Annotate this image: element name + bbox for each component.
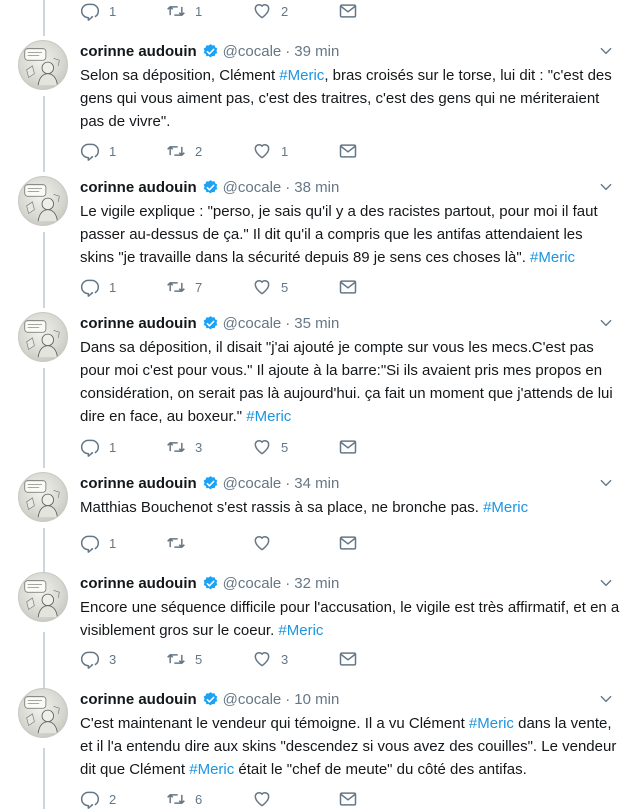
timestamp[interactable]: 34 min <box>294 474 340 492</box>
timestamp[interactable]: 10 min <box>294 690 340 708</box>
tweet-text-segment: Selon sa déposition, Clément <box>80 67 280 84</box>
reply-icon <box>80 437 100 457</box>
envelope-icon <box>338 437 358 457</box>
like-count: 5 <box>281 439 289 455</box>
hashtag-link[interactable]: #Meric <box>189 761 235 778</box>
tweet-text <box>80 496 620 519</box>
author-name[interactable]: corinne audouin <box>80 574 197 592</box>
chevron-down-icon[interactable] <box>599 316 613 330</box>
reply-count: 3 <box>109 651 117 667</box>
like-button[interactable] <box>252 437 338 457</box>
direct-message-button[interactable] <box>338 533 378 553</box>
like-count: 2 <box>281 3 289 19</box>
avatar[interactable] <box>18 40 68 90</box>
envelope-icon <box>338 141 358 161</box>
tweet-actions <box>80 140 378 162</box>
author-name[interactable]: corinne audouin <box>80 690 197 708</box>
timestamp[interactable]: 38 min <box>294 178 340 196</box>
reply-button[interactable] <box>80 1 166 21</box>
tweet-text-segment: , bras croisés sur le torse, lui dit : "c'est des gens qui vous aiment pas, c'est des traitres, c'est des gens qui ne mériteraient pas de vivre". <box>80 67 612 130</box>
reply-button[interactable] <box>80 437 166 457</box>
heart-icon <box>252 649 272 669</box>
retweet-count: 5 <box>195 651 203 667</box>
envelope-icon <box>338 1 358 21</box>
heart-icon <box>252 437 272 457</box>
tweet-text <box>80 596 620 642</box>
thread-line <box>43 632 45 688</box>
direct-message-button[interactable] <box>338 141 378 161</box>
reply-icon <box>80 533 100 553</box>
tweet-actions <box>80 788 378 809</box>
verified-badge-icon <box>202 43 219 60</box>
reply-count: 1 <box>109 439 117 455</box>
like-button[interactable] <box>252 533 338 553</box>
retweet-button[interactable] <box>166 437 252 457</box>
thread-line <box>43 0 45 36</box>
author-name[interactable]: corinne audouin <box>80 178 197 196</box>
reply-icon <box>80 277 100 297</box>
thread-line <box>43 748 45 809</box>
timestamp[interactable]: 39 min <box>294 42 340 60</box>
like-button[interactable] <box>252 789 338 809</box>
envelope-icon <box>338 649 358 669</box>
tweet-text-segment: dans la vente, et il l'a entendu dire aux skins "descendez si vous avez des couilles". Le vendeur dit que Clément <box>80 715 617 778</box>
direct-message-button[interactable] <box>338 1 378 21</box>
reply-count: 1 <box>109 535 117 551</box>
tweet-actions <box>80 648 378 670</box>
avatar-drawing-icon <box>19 313 67 361</box>
author-handle[interactable]: @cocale <box>222 574 282 592</box>
author-handle[interactable]: @cocale <box>222 178 282 196</box>
reply-button[interactable] <box>80 649 166 669</box>
timestamp[interactable]: 35 min <box>294 314 340 332</box>
retweet-count: 3 <box>195 439 203 455</box>
heart-icon <box>252 141 272 161</box>
separator-dot: · <box>285 690 291 708</box>
author-handle[interactable]: @cocale <box>222 474 282 492</box>
avatar[interactable] <box>18 312 68 362</box>
hashtag-link[interactable]: #Meric <box>246 408 292 425</box>
retweet-icon <box>166 649 186 669</box>
reply-count: 1 <box>109 279 117 295</box>
chevron-down-icon[interactable] <box>599 576 613 590</box>
retweet-icon <box>166 533 186 553</box>
chevron-down-icon[interactable] <box>599 692 613 706</box>
tweet-text <box>80 64 620 133</box>
reply-count: 1 <box>109 3 117 19</box>
avatar-drawing-icon <box>19 689 67 737</box>
reply-count: 1 <box>109 143 117 159</box>
separator-dot: · <box>285 42 291 60</box>
separator-dot: · <box>285 314 291 332</box>
chevron-down-icon[interactable] <box>599 180 613 194</box>
reply-button[interactable] <box>80 277 166 297</box>
tweet-text-segment: C'est maintenant le vendeur qui témoigne. Il a vu Clément <box>80 715 469 732</box>
direct-message-button[interactable] <box>338 437 378 457</box>
retweet-button[interactable] <box>166 277 252 297</box>
reply-icon <box>80 649 100 669</box>
retweet-button[interactable] <box>166 533 252 553</box>
hashtag-link[interactable]: #Meric <box>278 622 324 639</box>
retweet-count: 2 <box>195 143 203 159</box>
retweet-icon <box>166 437 186 457</box>
separator-dot: · <box>285 178 291 196</box>
hashtag-link[interactable]: #Meric <box>530 249 576 266</box>
retweet-button[interactable] <box>166 789 252 809</box>
like-count: 3 <box>281 651 289 667</box>
thread-line <box>43 368 45 468</box>
separator-dot: · <box>285 574 291 592</box>
thread-line <box>43 528 45 572</box>
avatar-drawing-icon <box>19 177 67 225</box>
avatar[interactable] <box>18 688 68 738</box>
avatar-drawing-icon <box>19 573 67 621</box>
tweet-text-segment: était le "chef de meute" du côté des antifas. <box>234 761 527 778</box>
envelope-icon <box>338 277 358 297</box>
author-handle[interactable]: @cocale <box>222 42 282 60</box>
tweet-header <box>80 572 339 594</box>
like-button[interactable] <box>252 1 338 21</box>
direct-message-button[interactable] <box>338 789 378 809</box>
reply-icon <box>80 141 100 161</box>
retweet-button[interactable] <box>166 649 252 669</box>
verified-badge-icon <box>202 575 219 592</box>
retweet-count: 7 <box>195 279 203 295</box>
reply-icon <box>80 789 100 809</box>
tweet-text <box>80 712 620 781</box>
direct-message-button[interactable] <box>338 277 378 297</box>
chevron-down-icon[interactable] <box>599 476 613 490</box>
tweet-text-segment: Dans sa déposition, il disait "j'ai ajouté je compte sur vous les mecs.C'est pas pour moi c'est pour vous." Il ajoute à la barre:"Si ils avaient pris mes propos en considération, on serait pas là aujourd'hui. ça fait un moment que j'attends de lui dire en face, au boxeur." <box>80 339 613 425</box>
tweet-header <box>80 40 339 62</box>
timestamp[interactable]: 32 min <box>294 574 340 592</box>
heart-icon <box>252 533 272 553</box>
reply-button[interactable] <box>80 141 166 161</box>
like-count: 1 <box>281 143 289 159</box>
reply-button[interactable] <box>80 533 166 553</box>
separator-dot: · <box>285 474 291 492</box>
hashtag-link[interactable]: #Meric <box>468 715 514 732</box>
author-handle[interactable]: @cocale <box>222 314 282 332</box>
heart-icon <box>252 277 272 297</box>
author-name[interactable]: corinne audouin <box>80 42 197 60</box>
hashtag-link[interactable]: #Meric <box>483 499 529 516</box>
retweet-icon <box>166 1 186 21</box>
reply-button[interactable] <box>80 789 166 809</box>
retweet-button[interactable] <box>166 141 252 161</box>
retweet-icon <box>166 277 186 297</box>
reply-count: 2 <box>109 791 117 807</box>
tweet-text-segment: Encore une séquence difficile pour l'accusation, le vigile est très affirmatif, et en a visiblement gros sur le coeur. <box>80 599 620 639</box>
heart-icon <box>252 789 272 809</box>
retweet-count: 6 <box>195 791 203 807</box>
avatar[interactable] <box>18 472 68 522</box>
author-name[interactable]: corinne audouin <box>80 314 197 332</box>
previous-tweet-actions <box>80 0 378 22</box>
retweet-icon <box>166 141 186 161</box>
tweet-text <box>80 200 620 269</box>
tweet-header <box>80 688 339 710</box>
direct-message-button[interactable] <box>338 649 378 669</box>
tweet-actions <box>80 436 378 458</box>
hashtag-link[interactable]: #Meric <box>279 67 325 84</box>
like-button[interactable] <box>252 141 338 161</box>
verified-badge-icon <box>202 315 219 332</box>
tweet-text-segment: Matthias Bouchenot s'est rassis à sa place, ne bronche pas. <box>80 499 484 516</box>
verified-badge-icon <box>202 691 219 708</box>
avatar[interactable] <box>18 572 68 622</box>
like-button[interactable] <box>252 277 338 297</box>
author-handle[interactable]: @cocale <box>222 690 282 708</box>
tweet-actions <box>80 276 378 298</box>
like-count: 5 <box>281 279 289 295</box>
retweet-count: 1 <box>195 3 203 19</box>
avatar[interactable] <box>18 176 68 226</box>
author-name[interactable]: corinne audouin <box>80 474 197 492</box>
like-button[interactable] <box>252 649 338 669</box>
verified-badge-icon <box>202 179 219 196</box>
tweet-header <box>80 312 339 334</box>
retweet-icon <box>166 789 186 809</box>
reply-icon <box>80 1 100 21</box>
tweet-actions <box>80 532 378 554</box>
envelope-icon <box>338 789 358 809</box>
verified-badge-icon <box>202 475 219 492</box>
tweet-header <box>80 472 339 494</box>
heart-icon <box>252 1 272 21</box>
avatar-drawing-icon <box>19 41 67 89</box>
tweet-text <box>80 336 620 428</box>
thread-line <box>43 232 45 308</box>
envelope-icon <box>338 533 358 553</box>
thread-line <box>43 96 45 172</box>
chevron-down-icon[interactable] <box>599 44 613 58</box>
retweet-button[interactable] <box>166 1 252 21</box>
tweet-text-segment: Le vigile explique : "perso, je sais qu'il y a des racistes partout, pour moi il faut passer au-dessus de ça." Il dit qu'il a compris que les antifas attendaient les skins "je travaille dans la sécurité depuis 89 je sens ces choses là". <box>80 203 598 266</box>
tweet-header <box>80 176 339 198</box>
avatar-drawing-icon <box>19 473 67 521</box>
